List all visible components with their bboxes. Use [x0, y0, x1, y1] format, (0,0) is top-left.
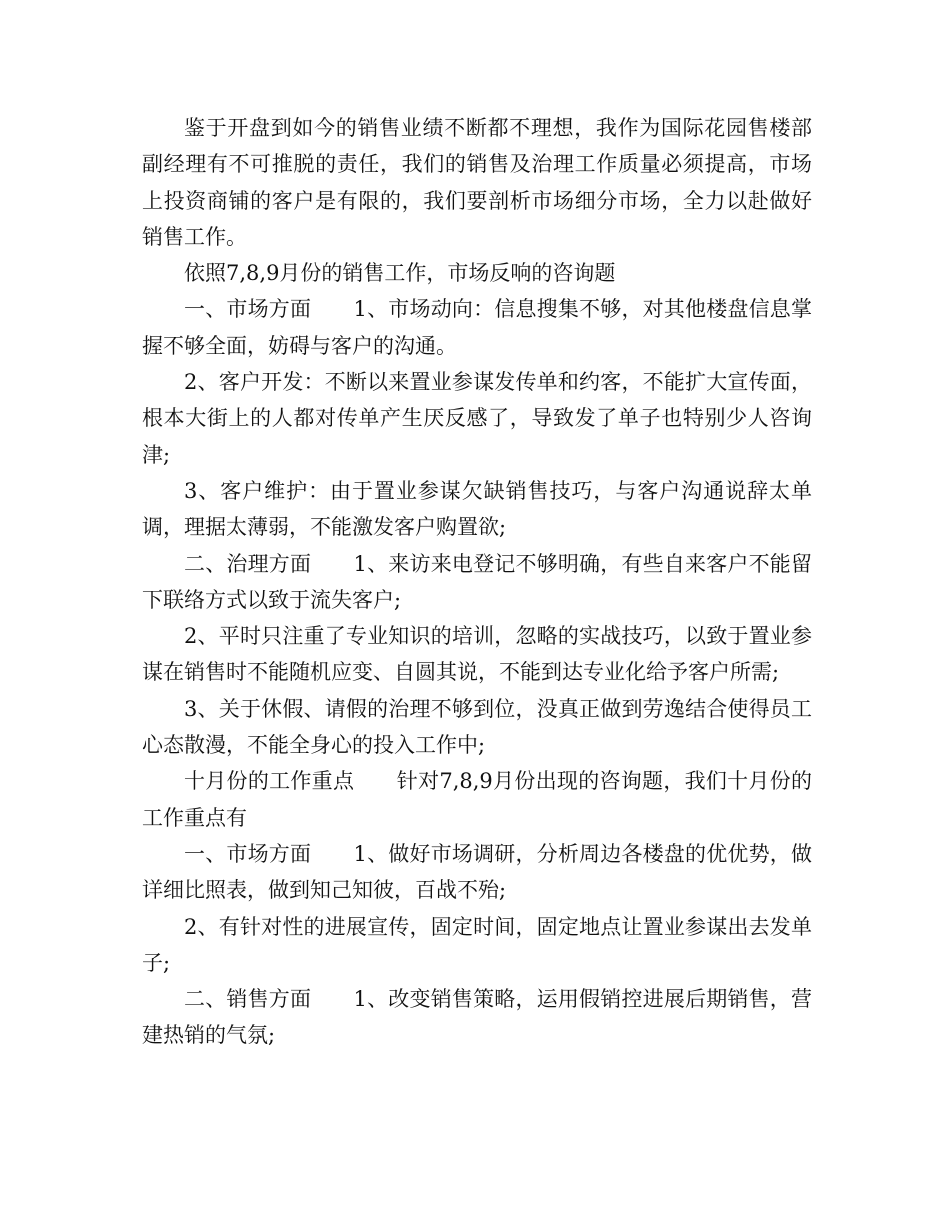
paragraph-customer-maintenance: 3、客户维护：由于置业参谋欠缺销售技巧，与客户沟通说辞太单调，理据太薄弱，不能激发客户购置欲;	[142, 478, 812, 540]
paragraph-management-registration: 二、治理方面 1、来访来电登记不够明确，有些自来客户不能留下联络方式以致于流失客户;	[142, 551, 812, 612]
paragraph-market-research: 一、市场方面 1、做好市场调研，分析周边各楼盘的优优势，做详细比照表，做到知己知彼，百战不殆;	[142, 841, 812, 903]
paragraph-october-focus: 十月份的工作重点 针对7,8,9月份出现的咨询题，我们十月份的工作重点有	[142, 769, 812, 830]
paragraph-sales-strategy: 二、销售方面 1、改变销售策略，运用假销控进展后期销售，营建热销的气氛;	[142, 987, 812, 1048]
paragraph-targeted-promotion: 2、有针对性的进展宣传，固定时间，固定地点让置业参谋出去发单子;	[142, 914, 812, 975]
paragraph-management-leave: 3、关于休假、请假的治理不够到位，没真正做到劳逸结合使得员工心态散漫，不能全身心的投入工作中;	[142, 696, 812, 758]
paragraph-market-trend: 一、市场方面 1、市场动向：信息搜集不够，对其他楼盘信息掌握不够全面，妨碍与客户的沟通。	[142, 297, 812, 358]
paragraph-intro: 鉴于开盘到如今的销售业绩不断都不理想，我作为国际花园售楼部副经理有不可推脱的责任，我们的销售及治理工作质量必须提高，市场上投资商铺的客户是有限的，我们要剖析市场细分市场，全力以赴做好销售工作。	[142, 116, 812, 249]
paragraph-customer-development: 2、客户开发：不断以来置业参谋发传单和约客，不能扩大宣传面，根本大街上的人都对传单产生厌反感了，导致发了单子也特别少人咨询津;	[142, 370, 812, 467]
paragraph-management-training: 2、平时只注重了专业知识的培训，忽略的实战技巧，以致于置业参谋在销售时不能随机应变、自圆其说，不能到达专业化给予客户所需;	[142, 624, 812, 685]
document-body	[142, 110, 812, 1054]
paragraph-problems-heading: 依照7,8,9月份的销售工作，市场反响的咨询题	[184, 261, 616, 286]
